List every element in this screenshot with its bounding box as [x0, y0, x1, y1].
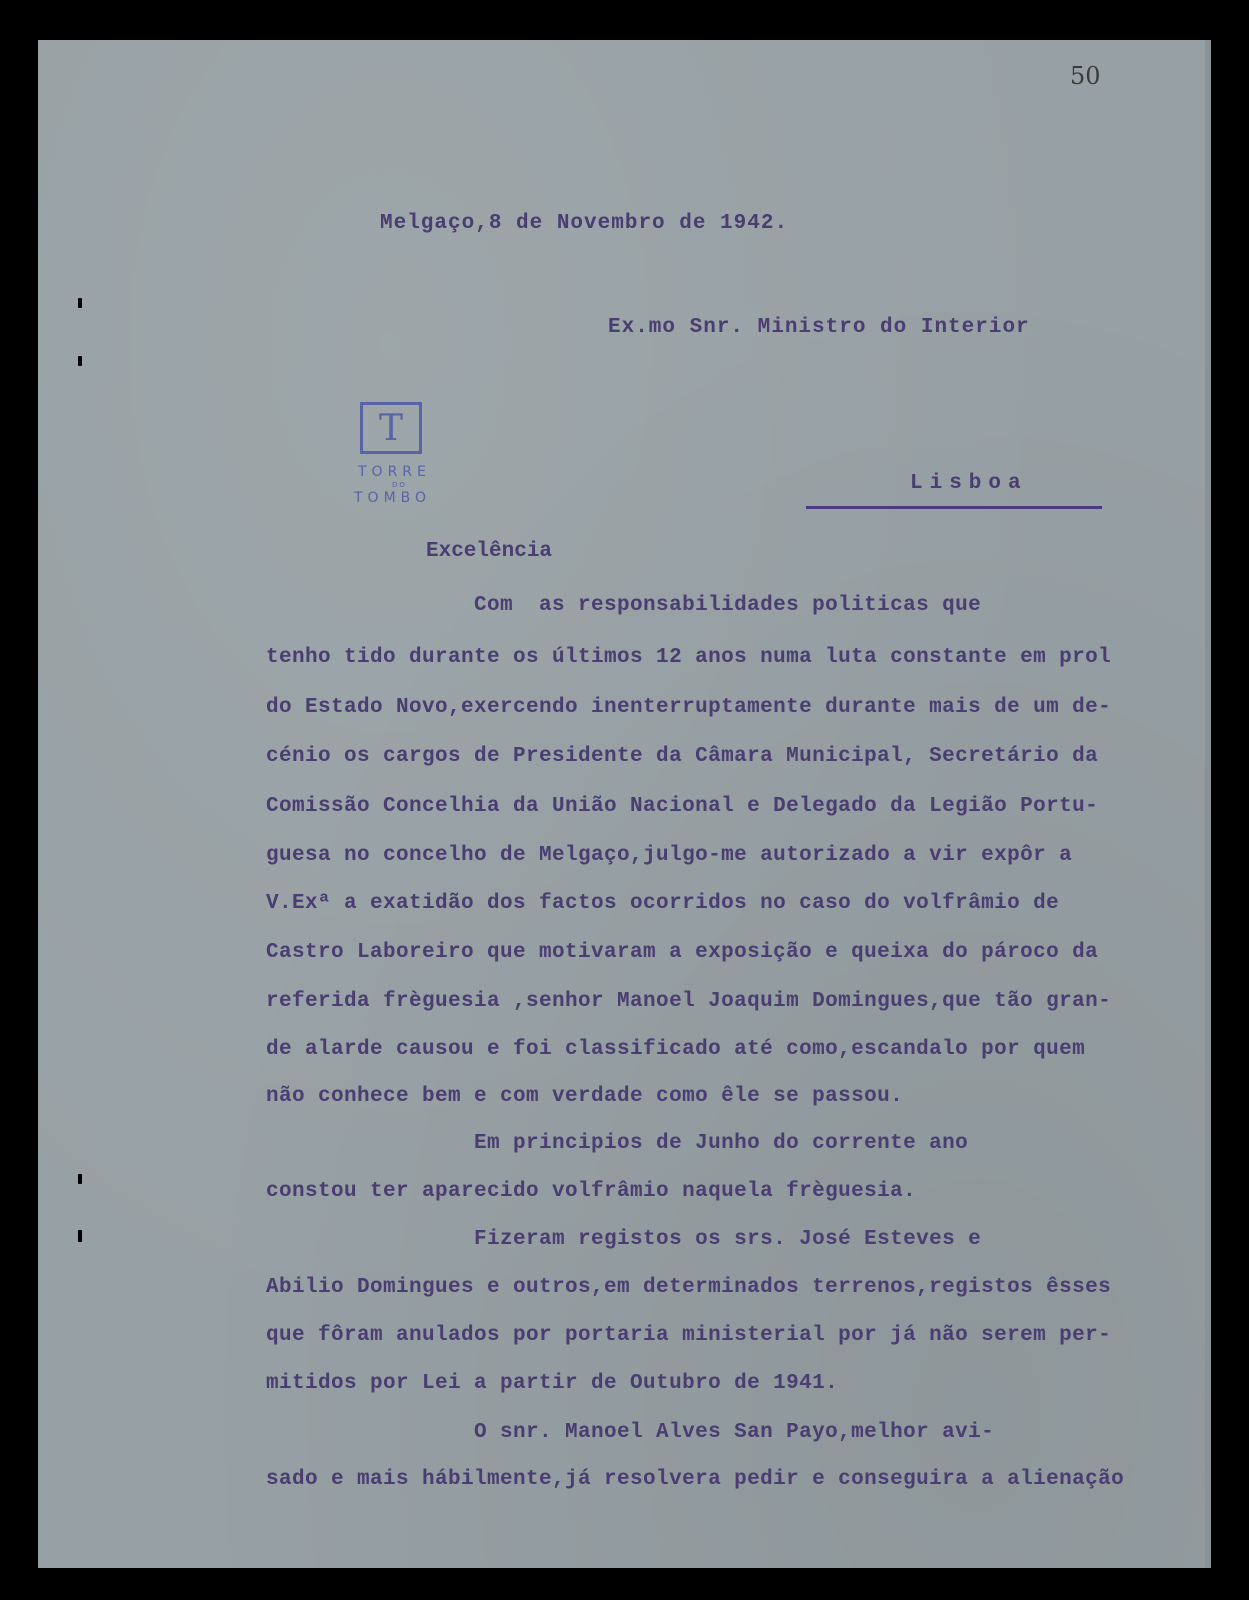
addressee: Ex.mo Snr. Ministro do Interior — [608, 316, 1030, 339]
salutation: Excelência — [426, 540, 553, 563]
body-line: Em principios de Junho do corrente ano — [266, 1132, 969, 1155]
body-line: do Estado Novo,exercendo inenterruptamente durante mais de um de- — [266, 696, 1112, 719]
binding-hole-mark — [78, 298, 82, 308]
body-line: referida frèguesia ,senhor Manoel Joaquim Domingues,que tão gran- — [266, 990, 1112, 1013]
body-line: Castro Laboreiro que motivaram a exposição e queixa do pároco da — [266, 941, 1099, 964]
city-line: Lisboa — [910, 472, 1028, 495]
body-line: tenho tido durante os últimos 12 anos numa luta constante em prol — [266, 646, 1112, 669]
body-line: mitidos por Lei a partir de Outubro de 1941. — [266, 1372, 839, 1395]
body-line: Comissão Concelhia da União Nacional e Delegado da Legião Portu- — [266, 795, 1099, 818]
city-underline — [806, 506, 1102, 509]
body-line: sado e mais hábilmente,já resolvera pedir e conseguira a alienação — [266, 1468, 1125, 1491]
body-line: V.Exª a exatidão dos factos ocorridos no caso do volfrâmio de — [266, 892, 1060, 915]
document-page — [38, 40, 1211, 1568]
body-line: Abilio Domingues e outros,em determinados terrenos,registos êsses — [266, 1276, 1112, 1299]
binding-hole-mark — [78, 356, 82, 366]
stamp-word-top: TORRE — [358, 464, 431, 480]
body-line: Com as responsabilidades politicas que — [266, 594, 982, 617]
body-line: guesa no concelho de Melgaço,julgo-me autorizado a vir expôr a — [266, 844, 1073, 867]
body-line: de alarde causou e foi classificado até como,escandalo por quem — [266, 1038, 1086, 1061]
stamp-word-bottom: TOMBO — [354, 490, 432, 506]
torre-do-tombo-stamp — [344, 402, 454, 512]
body-line: O snr. Manoel Alves San Payo,melhor avi- — [266, 1421, 995, 1444]
binding-hole-mark — [78, 1174, 82, 1184]
dateline: Melgaço,8 de Novembro de 1942. — [380, 212, 789, 235]
body-line: Fizeram registos os srs. José Esteves e — [266, 1228, 982, 1251]
stamp-frame — [360, 402, 422, 454]
page-edge — [1205, 40, 1211, 1568]
body-line: constou ter aparecido volfrâmio naquela frèguesia. — [266, 1180, 917, 1203]
stamp-letter: T — [378, 408, 403, 449]
page-number: 50 — [1070, 62, 1101, 90]
body-line: cénio os cargos de Presidente da Câmara Municipal, Secretário da — [266, 745, 1099, 768]
body-line: não conhece bem e com verdade como êle se passou. — [266, 1085, 904, 1108]
body-line: que fôram anulados por portaria ministerial por já não serem per- — [266, 1324, 1112, 1347]
binding-hole-mark — [78, 1230, 82, 1242]
stamp-word-middle: DO — [392, 481, 407, 489]
